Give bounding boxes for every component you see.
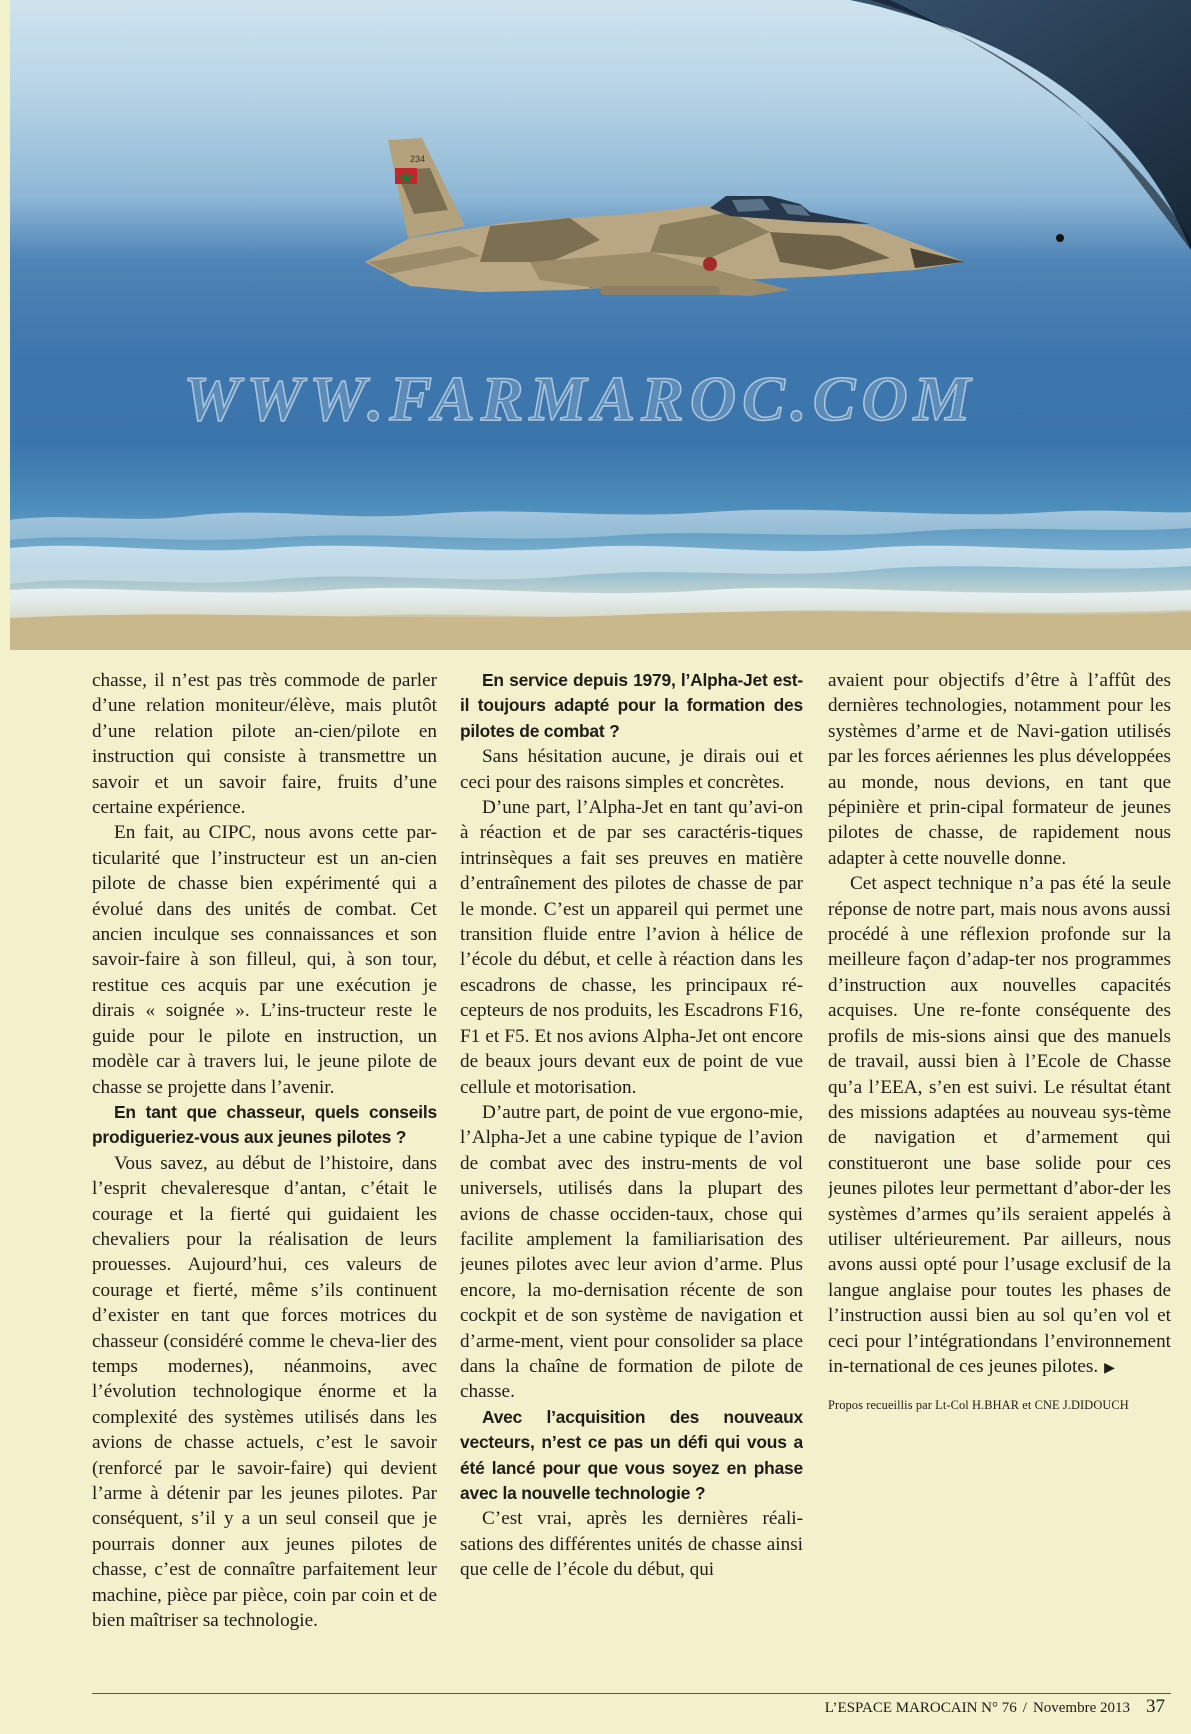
- article-column-2: [460, 668, 803, 1678]
- footer-separator: /: [1022, 1700, 1027, 1716]
- interview-question: En tant que chasseur, quels conseils prodigueriez-vous aux jeunes pilotes ?: [92, 1101, 437, 1148]
- interview-credits: Propos recueillis par Lt-Col H.BHAR et CNE J.DIDOUCH: [828, 1398, 1129, 1413]
- sea-aircraft-illustration: [10, 0, 1191, 650]
- paragraph-text: Cet aspect technique n’a pas été la seule réponse de notre part, mais nous avons aussi procédé à une réflexion profonde sur la meilleure façon d’adap-ter nos programmes d’instruction aux nouvelles capacités acquises. Une re-fonte conséquente des profils de mis-sions ainsi que des manuels de travail, aussi bien à l’Ecole de Chasse qu’a l’EEA, s’en est suivi. Le résultat étant des missions adaptées au nouveau sys-tème de navigation et d’armement qui constitueront une base solide pour ces jeunes pilotes leur permettant d’abor-der les systèmes d’armes qu’ils seraient appelés à utiliser ultérieurement. Par ailleurs, nous avons aussi opté pour l’usage exclusif de la langue anglaise pour toutes les phases de l’instruction aussi bien au sol qu’en vol et ceci pour l’intégrationdans l’environnement in-ternational de ces jeunes pilotes.: [828, 873, 1171, 1377]
- paragraph: chasse, il n’est pas très commode de parler d’une relation moniteur/élève, mais plutôt d’une relation pilote an-cien/pilote en instruction qui consiste à transmettre un savoir et un savoir faire, fruits d’une certaine expérience.: [92, 670, 437, 819]
- paragraph: Sans hésitation aucune, je dirais oui et ceci pour des raisons simples et concrètes.: [460, 746, 803, 793]
- end-of-article-icon: ▶: [1104, 1360, 1115, 1376]
- article-column-3: [828, 668, 1171, 1678]
- interview-question: En service depuis 1979, l’Alpha-Jet est-il toujours adapté pour la formation des pilotes de combat ?: [460, 670, 803, 741]
- watermark: WWW.FARMAROC.COM: [183, 363, 977, 434]
- magazine-title: L’ESPACE MAROCAIN N° 76: [824, 1700, 1017, 1716]
- tail-number: 234: [410, 154, 426, 164]
- issue-date: Novembre 2013: [1032, 1700, 1130, 1716]
- paragraph: En fait, au CIPC, nous avons cette par-ticularité que l’instructeur est un an-cien pilote de chasse bien expérimenté qui a évolué dans des unités de combat. Cet ancien inculque ses connaissances et son savoir-faire à son filleul, qui, à son tour, restitue ces acquis par une exécution je dirais « soignée ». L’ins-tructeur reste le guide pour le pilote en instruction, un modèle car à travers lui, le jeune pilote de chasse se projette dans l’avenir.: [92, 822, 437, 1098]
- paragraph: D’autre part, de point de vue ergono-mie, l’Alpha-Jet a une cabine typique de l’avion de combat avec des instru-ments de vol universels, utilisés dans la plupart des avions de chasse occiden-taux, chose qui facilite amplement la familiarisation des jeunes pilotes avec leur avion d’arme. Plus encore, la mo-dernisation récente de son cockpit et de son système de navigation et d’arme-ment, vient pour consolider sa place dans la chaîne de formation de pilote de chasse.: [460, 1101, 803, 1403]
- cover-photo: [10, 0, 1191, 650]
- paragraph: D’une part, l’Alpha-Jet en tant qu’avi-on à réaction et de par ses caractéris-tiques intrinsèques a fait ses preuves en matière d’entraînement des pilotes de chasse de par le monde. C’est un appareil qui permet une transition fluide entre l’avion à hélice de l’école du début, et celle à réaction dans les escadrons de chasse, les principaux ré-cepteurs de nos produits, les Escadrons F16, F1 et F5. Et nos avions Alpha-Jet ont encore de beaux jours devant eux de point de vue cellule et motorisation.: [460, 797, 803, 1098]
- paragraph: C’est vrai, après les dernières réali-sations des différentes unités de chasse ainsi que celle de l’école du début, qui: [460, 1508, 803, 1581]
- interview-question: Avec l’acquisition des nouveaux vecteurs, n’est ce pas un défi qui vous a été lancé pour que vous soyez en phase avec la nouvelle technologie ?: [460, 1406, 803, 1503]
- paragraph: [828, 871, 1171, 1381]
- alpha-jet-aircraft-icon: [365, 138, 965, 296]
- article-column-1: [92, 668, 437, 1678]
- page-number: 37: [1146, 1696, 1165, 1717]
- footer-rule: [92, 1693, 1171, 1694]
- page-footer: [825, 1696, 1165, 1718]
- paragraph: avaient pour objectifs d’être à l’affût des dernières technologies, notamment pour les systèmes d’arme et de Navi-gation utilisés par les forces aériennes les plus développées au monde, nous devions, en tant que pépinière et prin-cipal formateur de jeunes pilotes de chasse, de rapidement nous adapter à cette nouvelle donne.: [828, 670, 1171, 869]
- paragraph: Vous savez, au début de l’histoire, dans l’esprit chevaleresque d’antan, c’était le courage et la fierté qui guidaient les chevaliers pour la réalisation de leurs prouesses. Aujourd’hui, ces valeurs de courage et fierté, même s’ils continuent d’exister en tant que forces motrices du chasseur (considéré comme le cheva-lier des temps modernes), néanmoins, avec l’évolution technologique énorme et la complexité des systèmes utilisés dans les avions de chasse actuels, c’est le savoir (renforcé par le savoir-faire) qui devient l’arme à détenir par les jeunes pilotes. Par conséquent, s’il y a un seul conseil que je pourrais donner aux jeunes pilotes de chasse, c’est de connaître parfaitement leur machine, pièce par pièce, coin par coin et de bien maîtriser sa technologie.: [92, 1152, 437, 1632]
